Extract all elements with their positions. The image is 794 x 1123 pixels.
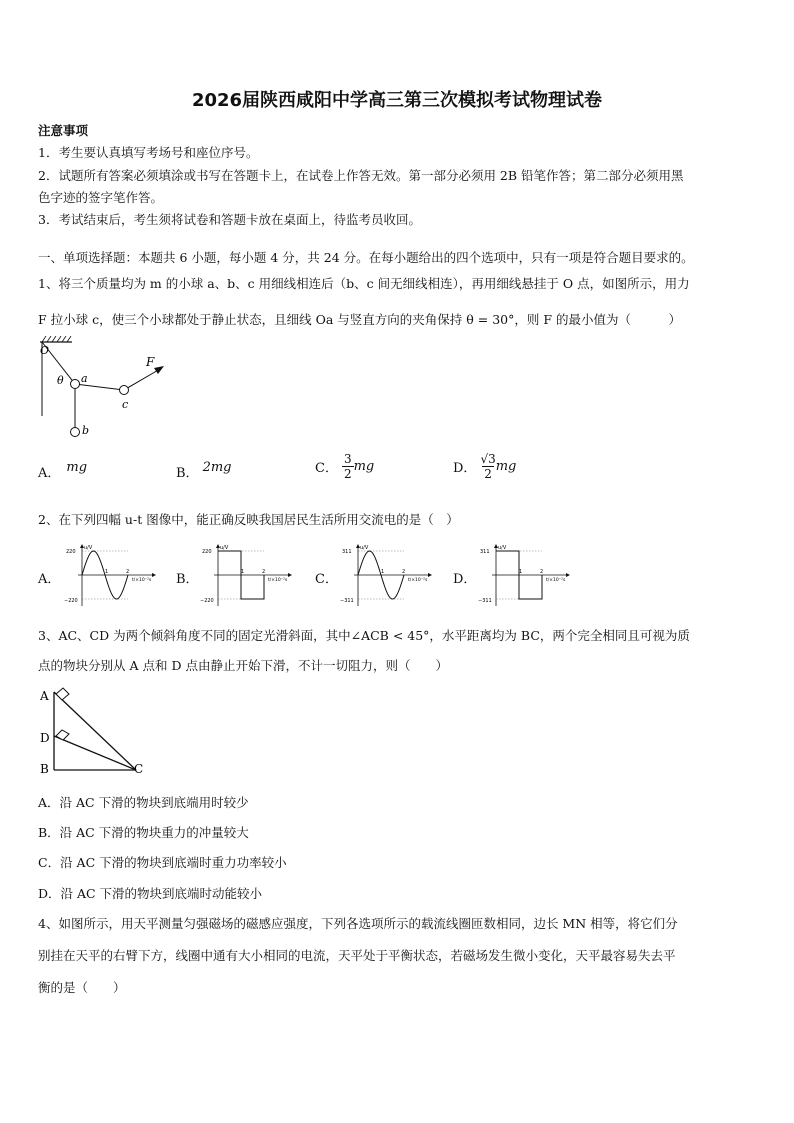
q4-line-3: 衡的是（ ） xyxy=(38,980,126,995)
q4-line-1: 4、如图所示，用天平测量匀强磁场的磁感应强度，下列各选项所示的载流线圈匝数相同，边长 MN 相等，将它们分 xyxy=(38,916,678,931)
y-axis-label: u/V xyxy=(220,545,229,551)
q3-figure xyxy=(36,684,148,776)
label-c: c xyxy=(122,398,129,411)
x-arrow xyxy=(152,573,156,577)
y-min-label: −220 xyxy=(64,598,78,604)
x-axis-label: t/×10⁻²s xyxy=(132,578,152,583)
q2-option-a-key[interactable]: A． xyxy=(38,572,61,587)
tick-label-2: 2 xyxy=(262,569,266,575)
label-O: O xyxy=(40,344,50,357)
label-D: D xyxy=(40,731,50,745)
q2-graph-a xyxy=(64,542,160,608)
y-axis-label: u/V xyxy=(360,545,369,551)
tick-label-2: 2 xyxy=(126,569,130,575)
q3-option-d[interactable]: D．沿 AC 下滑的物块到底端时动能较小 xyxy=(38,886,263,901)
label-a: a xyxy=(81,372,88,385)
label-A: A xyxy=(40,689,49,703)
notice-heading: 注意事项 xyxy=(38,123,89,138)
notice-item-2-cont: 色字迹的签字笔作答。 xyxy=(38,190,164,205)
q3-line-1: 3、AC、CD 为两个倾斜角度不同的固定光滑斜面，其中∠ACB < 45°，水平距离均为 BC，两个完全相同且可视为质 xyxy=(38,628,690,643)
q2-line: 2、在下列四幅 u-t 图像中，能正确反映我国居民生活所用交流电的是（ ） xyxy=(38,512,459,527)
q3-option-b[interactable]: B．沿 AC 下滑的物块重力的冲量较大 xyxy=(38,825,249,840)
tick-label-1: 1 xyxy=(241,569,245,575)
q2-graph-d xyxy=(478,542,574,608)
label-F: F xyxy=(146,355,155,369)
y-min-label: −311 xyxy=(478,598,492,604)
q1-figure xyxy=(36,336,176,444)
y-max-label: 311 xyxy=(480,549,490,555)
q3-line-2: 点的物块分别从 A 点和 D 点由静止开始下滑，不计一切阻力，则（ ） xyxy=(38,658,448,673)
tick-label-1: 1 xyxy=(381,569,385,575)
q1-option-b[interactable]: B． 2mg xyxy=(176,460,232,481)
label-C: C xyxy=(134,762,144,776)
q2-graph-c xyxy=(340,542,436,608)
x-axis-label: t/×10⁻²s xyxy=(268,578,288,583)
tick-label-1: 1 xyxy=(105,569,109,575)
q2-option-c-key[interactable]: C． xyxy=(315,572,338,587)
notice-item-2: 2．试题所有答案必须填涂或书写在答题卡上，在试卷上作答无效。第一部分必须用 2B 铅笔作答；第二部分必须用黑 xyxy=(38,168,684,183)
label-b: b xyxy=(82,424,90,437)
y-max-label: 311 xyxy=(342,549,352,555)
y-axis-label: u/V xyxy=(498,545,507,551)
q1-line-2: F 拉小球 c，使三个小球都处于静止状态，且细线 Oa 与竖直方向的夹角保持 θ = 30°，则 F 的最小值为（ ） xyxy=(38,312,681,327)
notice-item-3: 3．考试结束后，考生须将试卷和答题卡放在桌面上，待监考员收回。 xyxy=(38,212,421,227)
q1-option-d[interactable]: D． √3 2 mg xyxy=(453,452,517,481)
page-title: 2026届陕西咸阳中学高三第三次模拟考试物理试卷 xyxy=(191,90,603,111)
tick-label-2: 2 xyxy=(540,569,544,575)
y-max-label: 220 xyxy=(66,549,76,555)
x-axis-label: t/×10⁻²s xyxy=(408,578,428,583)
q2-option-d-key[interactable]: D． xyxy=(453,572,477,587)
y-min-label: −220 xyxy=(200,598,214,604)
label-theta: θ xyxy=(57,374,64,387)
x-arrow xyxy=(428,573,432,577)
tick-label-2: 2 xyxy=(402,569,406,575)
q1-option-a[interactable]: A． mg xyxy=(38,460,88,481)
y-min-label: −311 xyxy=(340,598,354,604)
y-axis-label: u/V xyxy=(84,545,93,551)
q2-graph-b xyxy=(200,542,296,608)
label-B: B xyxy=(40,762,49,776)
q2-option-b-key[interactable]: B． xyxy=(176,572,199,587)
q3-option-a[interactable]: A．沿 AC 下滑的物块到底端用时较少 xyxy=(38,795,249,810)
q1-line-1: 1、将三个质量均为 m 的小球 a、b、c 用细线相连后（b、c 间无细线相连），再用细线悬挂于 O 点，如图所示，用力 xyxy=(38,276,690,291)
x-axis-label: t/×10⁻²s xyxy=(546,578,566,583)
y-max-label: 220 xyxy=(202,549,212,555)
q4-line-2: 别挂在天平的右臂下方，线圈中通有大小相同的电流，天平处于平衡状态，若磁场发生微小变化，天平最容易失去平 xyxy=(38,948,676,963)
x-arrow xyxy=(288,573,292,577)
tick-label-1: 1 xyxy=(519,569,523,575)
q1-option-c[interactable]: C． 3 2 mg xyxy=(315,452,375,481)
notice-item-1: 1．考生要认真填写考场号和座位序号。 xyxy=(38,145,259,160)
q3-option-c[interactable]: C．沿 AC 下滑的物块到底端时重力功率较小 xyxy=(38,855,287,870)
section-heading: 一、单项选择题：本题共 6 小题，每小题 4 分，共 24 分。在每小题给出的四个选项中，只有一项是符合题目要求的。 xyxy=(38,250,694,265)
x-arrow xyxy=(566,573,570,577)
